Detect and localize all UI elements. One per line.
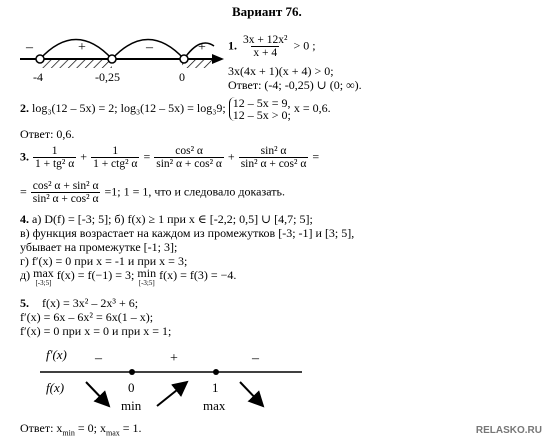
task2-eq2: log₃(12 – 5x) = log₃9;: [120, 100, 226, 115]
system-line: 12 – 5x > 0;: [232, 108, 291, 122]
extremum-label: min: [121, 398, 142, 413]
task4-v2: убывает на промежутке [-1; 3];: [20, 240, 178, 254]
point-label: -4: [33, 70, 43, 84]
task4-g: г) f′(x) = 0 при x = -1 и при x = 3;: [20, 254, 188, 268]
sign-label: +: [78, 40, 86, 55]
subscript: max: [105, 428, 120, 438]
d-prefix: д): [20, 268, 31, 282]
sign-label: –: [95, 351, 102, 366]
numerator: cos² α + sin² α: [32, 180, 99, 192]
plus-sign: +: [227, 149, 235, 164]
interval-subscript: [-3;5]: [138, 279, 155, 287]
equals-sign: =: [20, 184, 27, 199]
decreasing-arrow-icon: [240, 382, 263, 406]
task5-number: 5.: [20, 296, 29, 310]
min-word: min: [137, 266, 157, 280]
critical-point: [129, 369, 135, 375]
point-label: 0: [179, 70, 185, 84]
interval-subscript: [-3;5]: [35, 279, 52, 287]
task2-result: x = 0,6.: [293, 100, 331, 115]
sign-label: +: [198, 40, 206, 55]
task1-answer: Ответ: (-4; -0,25) ∪ (0; ∞).: [228, 78, 362, 92]
task3-number: 3.: [20, 149, 29, 164]
subscript: min: [62, 428, 75, 438]
task2-answer: Ответ: 0,6.: [20, 127, 75, 141]
task5-derivative: f′(x) = 6x – 6x² = 6x(1 – x);: [20, 310, 154, 324]
answer-text: = 1.: [119, 421, 142, 435]
numerator: 1: [112, 145, 119, 157]
inequality-rhs: > 0 ;: [293, 38, 316, 53]
denominator: sin² α + cos² α: [156, 158, 222, 170]
numerator: 1: [51, 145, 58, 157]
page-title: Вариант 76.: [232, 4, 302, 19]
answer-text: Ответ: x: [20, 421, 63, 435]
task1-number: 1.: [228, 38, 237, 53]
critical-point: [213, 369, 219, 375]
task2-number: 2.: [20, 100, 29, 115]
task5-answer: [20, 421, 142, 437]
increasing-arrow-icon: [157, 382, 187, 406]
sign-label: –: [146, 40, 153, 55]
decreasing-arrow-icon: [86, 382, 109, 406]
sign-label: –: [252, 351, 259, 366]
max-word: max: [33, 266, 54, 280]
task5-function: f(x) = 3x² – 2x³ + 6;: [42, 296, 139, 310]
equals-sign: =: [312, 149, 320, 164]
task1-factored: 3x(4x + 1)(x + 4) > 0;: [228, 64, 334, 78]
sign-label: +: [170, 351, 178, 366]
min-expression: f(x) = f(3) = −4.: [159, 268, 237, 282]
task4-number: 4.: [20, 212, 29, 226]
numerator: sin² α: [260, 145, 287, 157]
max-expression: f(x) = f(−1) = 3;: [56, 268, 135, 282]
system-line: 12 – 5x = 9,: [232, 96, 291, 110]
point-label: -0,25: [95, 70, 120, 84]
watermark: RELASKO.RU: [475, 425, 542, 436]
function-row-label: f(x): [46, 380, 65, 395]
denominator: sin² α + cos² α: [240, 158, 307, 170]
denominator: sin² α + cos² α: [32, 193, 99, 205]
task3-conclusion: =1; 1 = 1, что и следовало доказать.: [104, 184, 285, 199]
numerator: 3x + 12x²: [243, 34, 288, 46]
point-label: 0: [128, 380, 135, 395]
task4-v1: в) функция возрастает на каждом из промежутков [-3; -1] и [3; 5],: [20, 226, 355, 240]
task5-critical-points: f′(x) = 0 при x = 0 и при x = 1;: [20, 324, 172, 338]
denominator: 1 + ctg² α: [93, 158, 138, 170]
task2-eq1: log₃(12 – 5x) = 2;: [32, 100, 118, 115]
answer-text: = 0; x: [74, 421, 106, 435]
derivative-row-label: f′(x): [46, 347, 67, 362]
denominator: 1 + tg² α: [35, 158, 75, 170]
extremum-label: max: [203, 398, 226, 413]
task4-a-b: а) D(f) = [-3; 5]; б) f(x) ≥ 1 при x ∈ [-2,2; 0,5] ∪ [4,7; 5];: [32, 212, 313, 226]
plus-sign: +: [80, 149, 88, 164]
point-label: 1: [212, 380, 219, 395]
sign-label: –: [26, 40, 33, 55]
numerator: cos² α: [175, 145, 203, 157]
denominator: x + 4: [253, 47, 278, 59]
equals-sign: =: [143, 149, 151, 164]
